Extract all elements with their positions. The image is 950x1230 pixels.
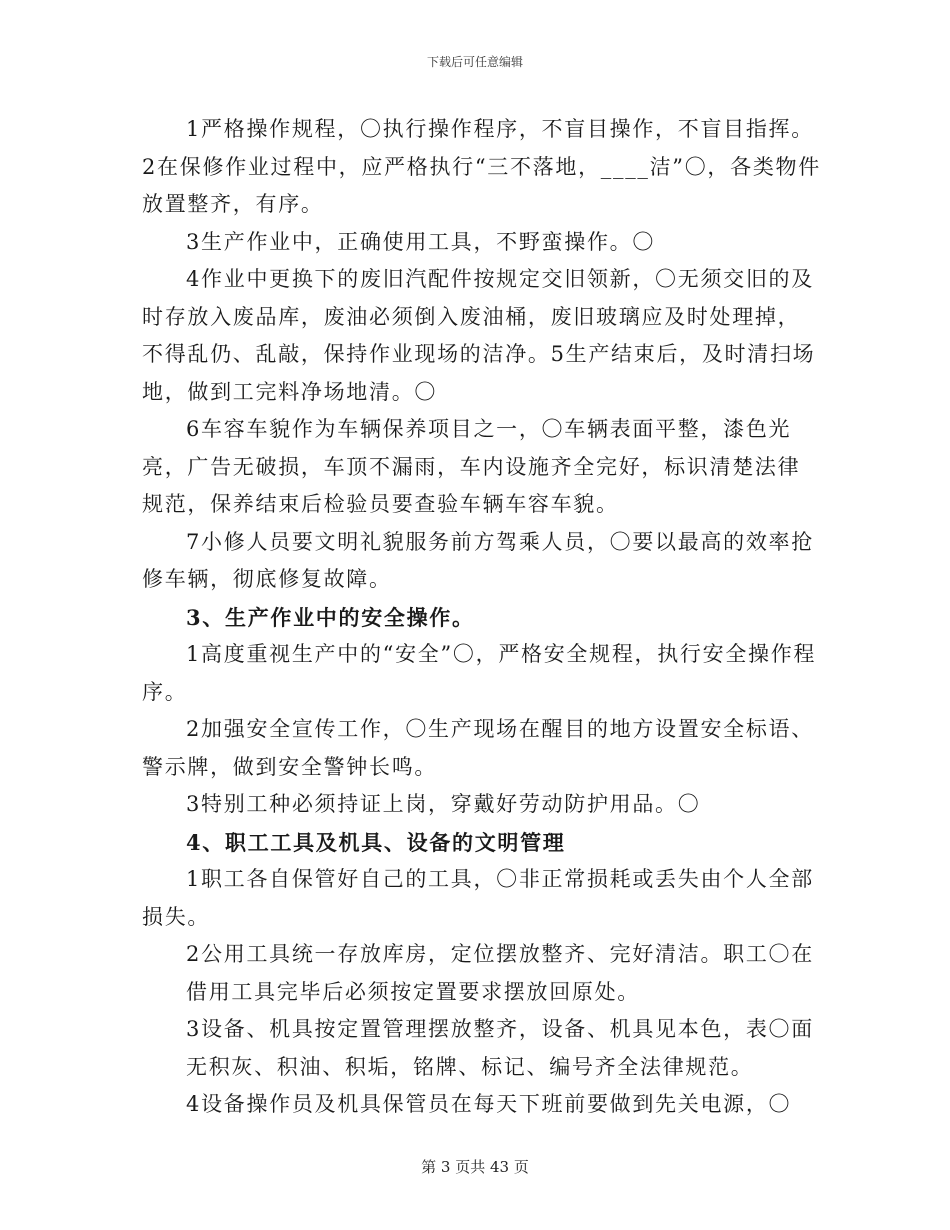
paragraph: 1高度重视生产中的“安全”〇，严格安全规程，执行安全操作程序。 [142, 642, 817, 704]
section-heading: 3、生产作业中的安全操作。 [186, 604, 475, 630]
paragraph: 1严格操作规程，〇执行操作程序，不盲目操作，不盲目指挥。2在保修作业过程中，应严格执行“三不落地，____洁”〇，各类物件放置整齐，有序。 [142, 117, 821, 216]
paragraph: 1职工各自保管好自己的工具，〇非正常损耗或丢失由个人全部损失。 [142, 867, 814, 929]
paragraph: 2加强安全宣传工作，〇生产现场在醒目的地方设置安全标语、警示牌，做到安全警钟长鸣。 [142, 717, 814, 779]
paragraph: 3特别工种必须持证上岗，穿戴好劳动防护用品。〇 [186, 792, 701, 816]
section-heading: 4、职工工具及机具、设备的文明管理 [186, 829, 566, 855]
page-header: 下载后可任意编辑 [426, 55, 523, 69]
document-body [142, 111, 822, 1124]
paragraph: 4作业中更换下的废旧汽配件按规定交旧领新，〇无须交旧的及时存放入废品库，废油必须倒入废油桶，废旧玻璃应及时处理掉，不得乱仍、乱敲，保持作业现场的洁净。5生产结束后，及时清扫场地，做到工完料净场地清。〇 [142, 267, 816, 404]
paragraph: 4设备操作员及机具保管员在每天下班前要做到先关电源，〇 [186, 1092, 792, 1116]
paragraph: 6车容车貌作为车辆保养项目之一，〇车辆表面平整，漆色光亮，广告无破损，车顶不漏雨，车内设施齐全完好，标识清楚法律规范，保养结束后检验员要查验车辆车容车貌。 [142, 417, 801, 516]
paragraph: 2公用工具统一存放库房，定位摆放整齐、完好清洁。职工〇在借用工具完毕后必须按定置要求摆放回原处。 [186, 942, 814, 1004]
paragraph: 3设备、机具按定置管理摆放整齐，设备、机具见本色，表〇面无积灰、积油、积垢，铭牌、标记、编号齐全法律规范。 [186, 1017, 814, 1079]
paragraph: 7小修人员要文明礼貌服务前方驾乘人员，〇要以最高的效率抢修车辆，彻底修复故障。 [142, 529, 814, 591]
paragraph: 3生产作业中，正确使用工具，不野蛮操作。〇 [186, 229, 656, 254]
page-footer: 第 3 页共 43 页 [421, 1158, 529, 1176]
